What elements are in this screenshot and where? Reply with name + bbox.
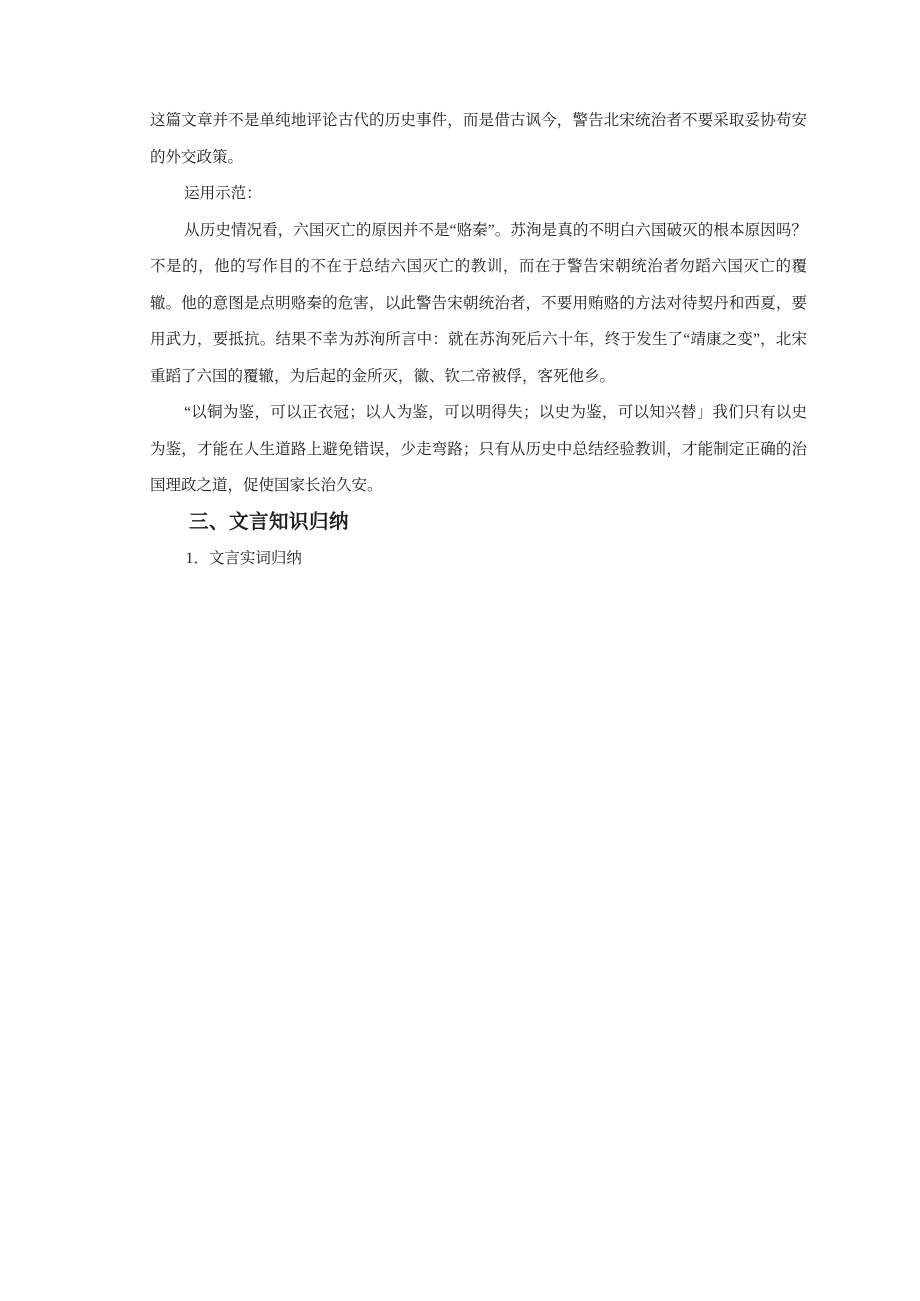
section-heading-classical-knowledge: 三、文言知识归纳 [189, 511, 350, 533]
page-content [150, 103, 807, 578]
label-usage-example: 运用示范： [184, 185, 262, 202]
paragraph-conclusion: 这篇文章并不是单纯地评论古代的历史事件，而是借古讽今，警告北宋统治者不要采取妥协苟安的外交政策。 [150, 112, 807, 166]
paragraph-mirror-quote: “以铜为鉴，可以正衣冠；以人为鉴，可以明得失；以史为鉴，可以知兴替」我们只有以史为鉴，才能在人生道路上避免错误，少走弯路；只有从历史中总结经验教训，才能制定正确的治国理政之道，促使国家长治久安。 [150, 404, 807, 494]
paragraph-history-analysis: 从历史情况看，六国灭亡的原因并不是“赂秦”。苏洵是真的不明白六国破灭的根本原因吗？不是的，他的写作目的不在于总结六国灭亡的教训，而在于警告宋朝统治者勿蹈六国灭亡的覆辙。他的意图是点明赂秦的危害，以此警告宋朝统治者，不要用贿赂的方法对待契丹和西夏，要用武力，要抵抗。结果不幸为苏洵所言中：就在苏洵死后六十年，终于发生了“靖康之变”，北宋重蹈了六国的覆辙，为后起的金所灭，徽、钦二帝被俘，客死他乡。 [150, 221, 807, 385]
subitem-classical-words: 1．文言实词归纳 [185, 550, 302, 567]
